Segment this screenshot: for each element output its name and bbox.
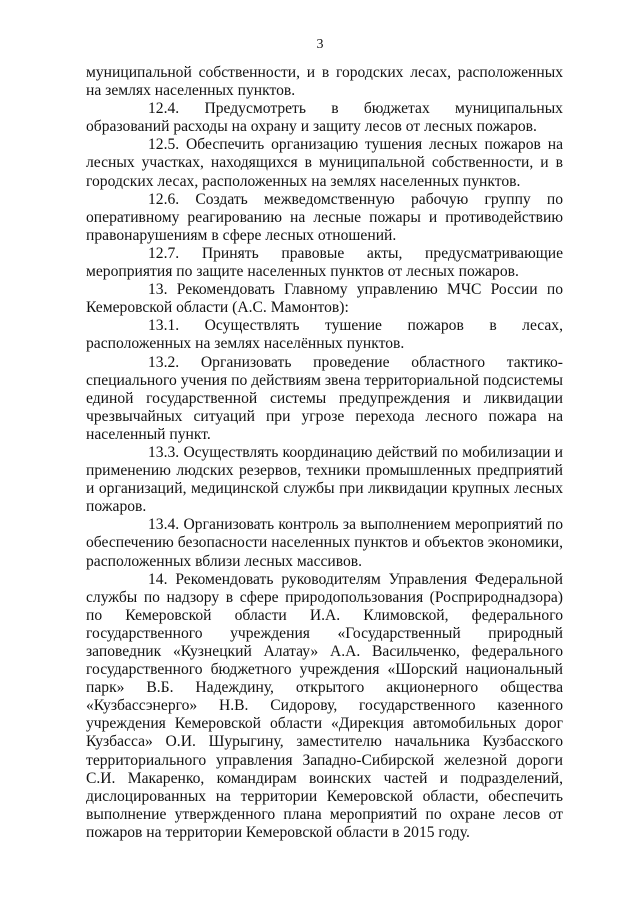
paragraph-14 bbox=[86, 571, 563, 842]
paragraph-continuation bbox=[86, 64, 563, 100]
paragraph-text: Осуществлять координацию действий по мобилизации и применению людских резервов, техники промышленных предприятий и организаций, медицинской службы при ликвидации крупных лесных пожаров. bbox=[86, 443, 564, 516]
paragraph-13-1 bbox=[86, 317, 563, 353]
paragraph-text: муниципальной собственности, и в городских лесах, расположенных на землях населенных пунктов. bbox=[86, 64, 563, 100]
document-body bbox=[86, 64, 563, 842]
paragraph-text: Создать межведомственную рабочую группу по оперативному реагированию на лесные пожары и противодействию правонарушениям в сфере лесных отношений. bbox=[86, 190, 563, 244]
paragraph-12-6 bbox=[86, 191, 563, 245]
paragraph-number: 14. bbox=[148, 570, 168, 588]
paragraph-number: 12.7. bbox=[148, 244, 180, 262]
paragraph-13-2 bbox=[86, 354, 563, 444]
paragraph-12-5 bbox=[86, 136, 563, 190]
paragraph-13 bbox=[86, 281, 563, 317]
paragraph-text: Обеспечить организацию тушения лесных пожаров на лесных участках, находящихся в муниципальной собственности, и в городских лесах, расположенных на землях населенных пунктов. bbox=[86, 136, 563, 190]
paragraph-number: 13.3. bbox=[148, 443, 180, 461]
paragraph-number: 13.4. bbox=[148, 516, 180, 534]
paragraph-number: 13.2. bbox=[148, 353, 180, 371]
paragraph-number: 12.5. bbox=[148, 136, 180, 154]
paragraph-text: Предусмотреть в бюджетах муниципальных образований расходы на охрану и защиту лесов от лесных пожаров. bbox=[86, 100, 563, 136]
paragraph-13-4 bbox=[86, 516, 563, 570]
paragraph-text: Осуществлять тушение пожаров в лесах, расположенных на землях населённых пунктов. bbox=[86, 317, 563, 353]
paragraph-number: 12.4. bbox=[148, 100, 180, 118]
paragraph-text: Рекомендовать Главному управлению МЧС России по Кемеровской области (А.С. Мамонтов): bbox=[86, 281, 564, 317]
page-number: 3 bbox=[316, 37, 324, 52]
paragraph-text: Организовать проведение областного тактико-специального учения по действиям звена территориальной подсистемы единой государственной системы предупреждения и ликвидации чрезвычайных ситуаций при угрозе перехода лесного пожара на населенный пункт. bbox=[86, 353, 563, 443]
paragraph-text: Рекомендовать руководителям Управления Федеральной службы по надзору в сфере природопользования (Росприроднадзора) по Кемеровской области И.А. Климовской, федерального государственного учреждения «Государственный природный заповедник «Кузнецкий Алатау» А.А. Васильченко, федерального государственного бюджетного учреждения «Шорский национальный парк» В.Б. Надеждину, открытого акционерного общества «Кузбассэнерго» Н.В. Сидорову, государственного казенного учреждения Кемеровской области «Дирекция автомобильных дорог Кузбасса» О.И. Шурыгину, заместителю начальника Кузбасского территориального управления Западно-Сибирской железной дороги С.И. Макаренко, командирам воинских частей и подразделений, дислоцированных на территории Кемеровской области, обеспечить выполнение утвержденного плана мероприятий по охране лесов от пожаров на территории Кемеровской области в 2015 году. bbox=[86, 570, 563, 841]
paragraph-text: Организовать контроль за выполнением мероприятий по обеспечению безопасности населенных пунктов и объектов экономики, расположенных вблизи лесных массивов. bbox=[86, 516, 564, 570]
paragraph-12-7 bbox=[86, 245, 563, 281]
paragraph-number: 13. bbox=[148, 281, 168, 299]
paragraph-12-4 bbox=[86, 100, 563, 136]
paragraph-13-3 bbox=[86, 444, 563, 516]
paragraph-number: 13.1. bbox=[148, 317, 180, 335]
paragraph-text: Принять правовые акты, предусматривающие мероприятия по защите населенных пунктов от лесных пожаров. bbox=[86, 244, 563, 281]
paragraph-number: 12.6. bbox=[148, 190, 180, 208]
